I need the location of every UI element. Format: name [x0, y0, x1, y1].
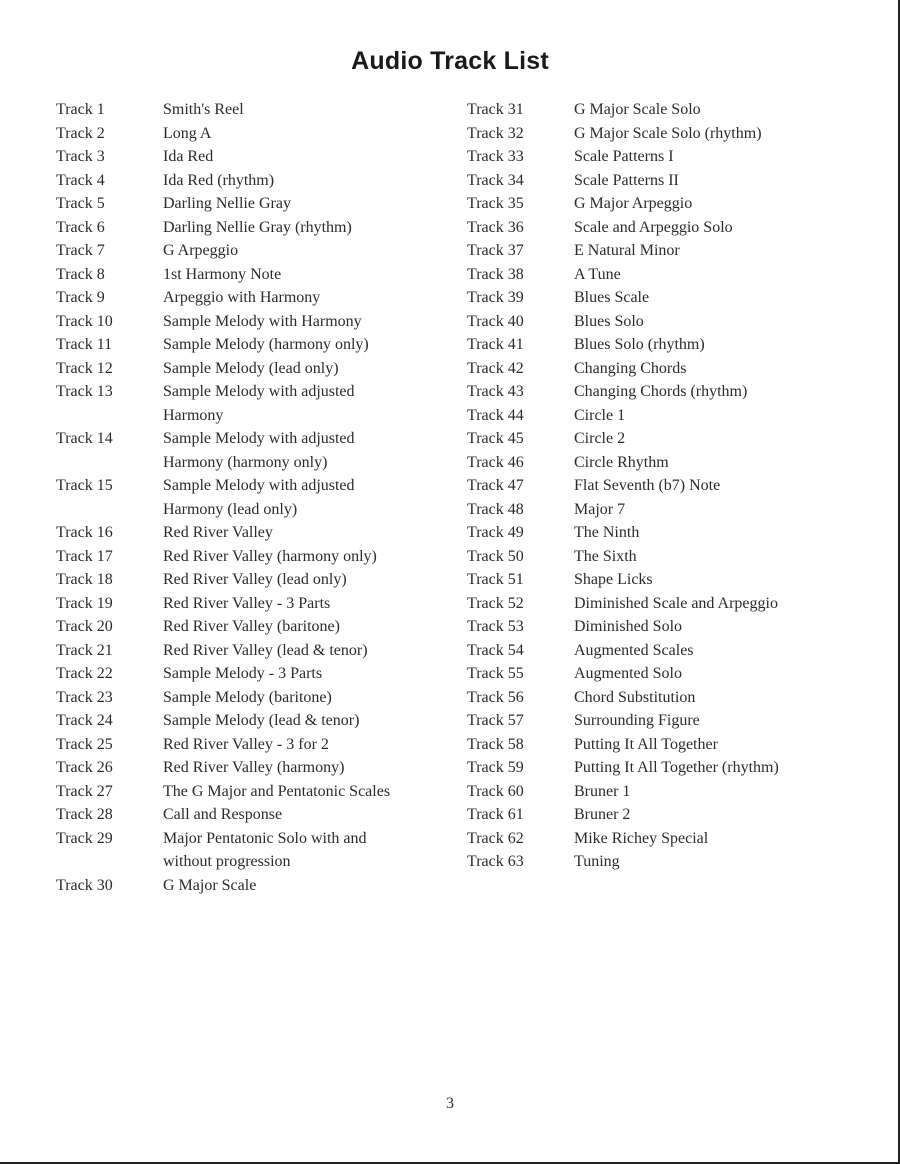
track-number: Track 54 — [467, 641, 524, 659]
track-number: Track 33 — [467, 148, 524, 165]
track-name: Scale and Arpeggio Solo — [574, 218, 733, 236]
track-number: Track 60 — [467, 782, 524, 800]
track-number: Track 5 — [56, 195, 105, 212]
track-number: Track 42 — [467, 359, 524, 377]
track-name: Augmented Scales — [574, 641, 694, 659]
track-row — [467, 122, 867, 146]
track-number: Track 13 — [56, 383, 113, 400]
track-row — [467, 192, 867, 216]
track-number: Track 40 — [467, 312, 524, 330]
track-number: Track 18 — [56, 571, 113, 588]
track-name: Bruner 2 — [574, 806, 631, 823]
track-name: Ida Red (rhythm) — [163, 171, 275, 189]
track-list-left-column — [56, 98, 456, 897]
track-number: Track 51 — [467, 571, 524, 588]
track-number: Track 61 — [467, 806, 524, 823]
track-number: Track 14 — [56, 430, 113, 447]
track-number: Track 7 — [56, 242, 105, 259]
track-row — [467, 615, 867, 639]
track-name: Red River Valley (lead & tenor) — [163, 641, 368, 659]
track-row — [467, 404, 867, 428]
track-number: Track 59 — [467, 759, 524, 776]
track-row — [56, 333, 456, 357]
track-row — [467, 380, 867, 404]
track-number: Track 20 — [56, 618, 113, 635]
track-name: Mike Richey Special — [574, 829, 709, 847]
track-row — [56, 122, 456, 146]
track-row — [56, 756, 456, 780]
track-name: Shape Licks — [574, 571, 653, 588]
track-name: Blues Solo — [574, 312, 644, 330]
track-name: Darling Nellie Gray (rhythm) — [163, 218, 352, 236]
track-row — [56, 780, 456, 804]
track-name: Sample Melody (lead only) — [163, 359, 339, 377]
track-number: Track 22 — [56, 665, 113, 682]
track-number: Track 63 — [467, 853, 524, 870]
track-name: The Ninth — [574, 524, 640, 541]
track-row — [467, 686, 867, 710]
track-row — [467, 239, 867, 263]
track-row — [467, 521, 867, 545]
track-name: Sample Melody (lead & tenor) — [163, 712, 360, 729]
track-row — [467, 474, 867, 498]
track-row — [467, 756, 867, 780]
track-name: Sample Melody with adjusted Harmony (lead only) — [163, 477, 355, 518]
track-number: Track 52 — [467, 594, 524, 612]
track-name: Changing Chords (rhythm) — [574, 383, 748, 400]
track-name: Red River Valley - 3 for 2 — [163, 735, 329, 753]
track-number: Track 30 — [56, 876, 113, 894]
track-name: Circle 2 — [574, 430, 626, 447]
track-name: G Major Scale Solo — [574, 101, 701, 118]
track-number: Track 31 — [467, 101, 524, 118]
track-row — [56, 263, 456, 287]
track-number: Track 27 — [56, 782, 113, 800]
track-name: G Major Scale Solo (rhythm) — [574, 124, 762, 142]
track-name: Augmented Solo — [574, 665, 682, 682]
track-row — [56, 192, 456, 216]
track-row — [467, 310, 867, 334]
track-name: Putting It All Together (rhythm) — [574, 759, 779, 776]
track-number: Track 34 — [467, 171, 524, 189]
track-number: Track 48 — [467, 500, 524, 518]
track-name: Diminished Scale and Arpeggio — [574, 594, 778, 612]
track-row — [56, 545, 456, 569]
track-number: Track 10 — [56, 312, 113, 330]
track-number: Track 23 — [56, 688, 113, 706]
track-name: Bruner 1 — [574, 782, 631, 800]
track-name: Scale Patterns I — [574, 148, 674, 165]
track-number: Track 15 — [56, 477, 113, 494]
track-name: G Arpeggio — [163, 242, 239, 259]
track-number: Track 37 — [467, 242, 524, 259]
track-name: Major Pentatonic Solo with and without progression — [163, 829, 367, 870]
track-row — [467, 827, 867, 851]
track-row — [56, 310, 456, 334]
track-name: Long A — [163, 124, 212, 142]
track-number: Track 38 — [467, 265, 524, 283]
track-name: Surrounding Figure — [574, 712, 700, 729]
track-row — [56, 662, 456, 686]
track-name: Blues Scale — [574, 289, 650, 306]
track-number: Track 17 — [56, 547, 113, 565]
track-name: Scale Patterns II — [574, 171, 679, 189]
track-number: Track 58 — [467, 735, 524, 753]
track-row — [467, 169, 867, 193]
track-row — [467, 592, 867, 616]
track-number: Track 25 — [56, 735, 113, 753]
track-row — [467, 216, 867, 240]
track-name: Flat Seventh (b7) Note — [574, 477, 721, 494]
track-row — [467, 145, 867, 169]
track-name: Red River Valley - 3 Parts — [163, 594, 331, 612]
track-name: Sample Melody with adjusted Harmony — [163, 383, 355, 424]
track-row — [56, 286, 456, 310]
track-name: A Tune — [574, 265, 621, 283]
track-row — [467, 498, 867, 522]
track-row — [467, 357, 867, 381]
track-name: Putting It All Together — [574, 735, 718, 753]
track-number: Track 12 — [56, 359, 113, 377]
track-name: Sample Melody with adjusted Harmony (harmony only) — [163, 430, 355, 471]
track-name: 1st Harmony Note — [163, 265, 282, 283]
track-row — [56, 639, 456, 663]
track-name: Diminished Solo — [574, 618, 683, 635]
track-number: Track 19 — [56, 594, 113, 612]
track-number: Track 8 — [56, 265, 105, 283]
track-number: Track 45 — [467, 430, 524, 447]
track-row — [56, 615, 456, 639]
track-number: Track 47 — [467, 477, 524, 494]
track-number: Track 4 — [56, 171, 105, 189]
track-name: Chord Substitution — [574, 688, 696, 706]
track-row — [56, 803, 456, 827]
track-name: Major 7 — [574, 500, 626, 518]
track-row — [56, 592, 456, 616]
track-name: Circle Rhythm — [574, 453, 669, 471]
track-number: Track 1 — [56, 101, 105, 118]
track-row — [56, 169, 456, 193]
track-name: The G Major and Pentatonic Scales — [163, 782, 391, 800]
track-number: Track 55 — [467, 665, 524, 682]
track-name: Tuning — [574, 853, 620, 870]
track-number: Track 57 — [467, 712, 524, 729]
track-number: Track 24 — [56, 712, 113, 729]
track-name: Arpeggio with Harmony — [163, 289, 321, 306]
track-number: Track 50 — [467, 547, 524, 565]
track-number: Track 36 — [467, 218, 524, 236]
track-number: Track 3 — [56, 148, 105, 165]
track-row — [467, 427, 867, 451]
track-row — [56, 145, 456, 169]
track-name: The Sixth — [574, 547, 637, 565]
track-row — [467, 850, 867, 874]
track-row — [56, 380, 456, 427]
track-name: G Major Arpeggio — [574, 195, 693, 212]
track-number: Track 32 — [467, 124, 524, 142]
track-row — [56, 98, 456, 122]
track-row — [56, 216, 456, 240]
track-row — [467, 545, 867, 569]
track-name: G Major Scale — [163, 876, 257, 894]
track-number: Track 6 — [56, 218, 105, 236]
track-name: Red River Valley (harmony only) — [163, 547, 377, 565]
track-row — [56, 686, 456, 710]
track-number: Track 28 — [56, 806, 113, 823]
track-number: Track 53 — [467, 618, 524, 635]
track-number: Track 41 — [467, 336, 524, 353]
track-name: Smith's Reel — [163, 101, 244, 118]
track-row — [56, 521, 456, 545]
track-row — [467, 803, 867, 827]
track-row — [467, 263, 867, 287]
track-name: Red River Valley (harmony) — [163, 759, 345, 776]
track-number: Track 2 — [56, 124, 105, 142]
track-number: Track 35 — [467, 195, 524, 212]
track-number: Track 9 — [56, 289, 105, 306]
page-number: 3 — [446, 1095, 454, 1112]
track-name: Call and Response — [163, 806, 283, 823]
track-number: Track 26 — [56, 759, 113, 776]
track-row — [56, 874, 456, 898]
track-number: Track 62 — [467, 829, 524, 847]
track-name: Ida Red — [163, 148, 214, 165]
track-name: Darling Nellie Gray — [163, 195, 291, 212]
track-name: Blues Solo (rhythm) — [574, 336, 705, 353]
track-row — [467, 98, 867, 122]
track-row — [56, 709, 456, 733]
track-name: Sample Melody - 3 Parts — [163, 665, 323, 682]
track-row — [467, 639, 867, 663]
track-row — [467, 451, 867, 475]
track-name: Sample Melody (baritone) — [163, 688, 332, 706]
track-number: Track 11 — [56, 336, 113, 353]
track-row — [467, 333, 867, 357]
track-row — [467, 733, 867, 757]
track-name: Sample Melody (harmony only) — [163, 336, 369, 353]
track-row — [56, 827, 456, 874]
track-row — [56, 357, 456, 381]
track-name: Red River Valley — [163, 524, 273, 541]
track-name: Red River Valley (lead only) — [163, 571, 347, 588]
track-number: Track 29 — [56, 829, 113, 847]
track-name: Sample Melody with Harmony — [163, 312, 362, 330]
track-row — [467, 709, 867, 733]
track-row — [467, 568, 867, 592]
track-row — [467, 286, 867, 310]
page-title: Audio Track List — [351, 47, 549, 75]
track-number: Track 16 — [56, 524, 113, 541]
track-number: Track 43 — [467, 383, 524, 400]
track-number: Track 56 — [467, 688, 524, 706]
track-row — [56, 427, 456, 474]
track-number: Track 39 — [467, 289, 524, 306]
track-name: E Natural Minor — [574, 242, 680, 259]
track-number: Track 44 — [467, 406, 524, 424]
track-row — [56, 474, 456, 521]
track-number: Track 21 — [56, 641, 113, 659]
track-name: Red River Valley (baritone) — [163, 618, 340, 635]
track-name: Circle 1 — [574, 406, 626, 424]
track-name: Changing Chords — [574, 359, 687, 377]
track-number: Track 46 — [467, 453, 524, 471]
track-list-right-column — [467, 98, 867, 874]
track-row — [56, 733, 456, 757]
track-row — [56, 239, 456, 263]
track-number: Track 49 — [467, 524, 524, 541]
track-row — [467, 662, 867, 686]
track-row — [467, 780, 867, 804]
track-row — [56, 568, 456, 592]
